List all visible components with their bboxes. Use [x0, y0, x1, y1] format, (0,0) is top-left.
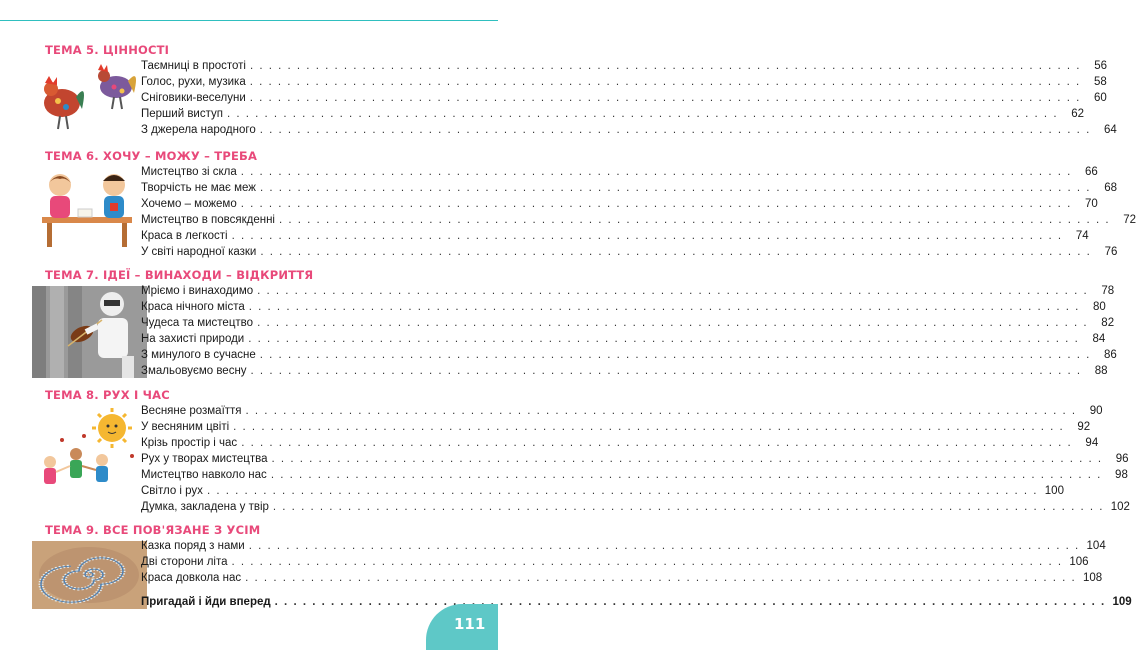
topic-8 [45, 387, 1130, 513]
toc-entry[interactable]: Мистецтво навколо нас . . . 98 [141, 467, 501, 483]
topic-5 [45, 42, 1117, 158]
topic-title: ТЕМА 5. ЦІННОСТІ [45, 43, 170, 57]
toc-entry[interactable]: Хочемо – можемо . . . 70 [141, 196, 501, 212]
topic-title: ТЕМА 9. ВСЕ ПОВ'ЯЗАНЕ З УСІМ [45, 523, 261, 537]
topic-title: ТЕМА 8. РУХ І ЧАС [45, 388, 170, 402]
topic-title: ТЕМА 7. ІДЕЇ – ВИНАХОДИ – ВІДКРИТТЯ [45, 268, 314, 282]
toc-entry[interactable]: Сніговики-веселуни . . . 60 [141, 90, 501, 106]
toc-entry-final[interactable]: Пригадай і йди вперед . . . 109 [141, 594, 501, 610]
robot-violinist-photo [32, 286, 147, 383]
toc-entry[interactable]: Змальовуємо весну . . . 88 [141, 363, 501, 379]
toc-entry[interactable]: У світі народної казки . . . 76 [141, 244, 501, 260]
toc-entry[interactable]: Таємниці в простоті . . . 56 [141, 58, 501, 74]
toc-entry[interactable]: Чудеса та мистецтво . . . 82 [141, 315, 501, 331]
toc-entry[interactable]: Крізь простір і час . . . 94 [141, 435, 501, 451]
toc-entry[interactable]: З джерела народного . . . 64 [141, 122, 501, 138]
toc-entry[interactable]: У весняним цвіті . . . 92 [141, 419, 501, 435]
toc-list [141, 538, 1132, 610]
children-drawing-illustration [32, 167, 147, 262]
toc-list [141, 58, 1117, 138]
toc-entry[interactable]: Творчість не має меж . . . 68 [141, 180, 501, 196]
toc-entry[interactable]: На захисті природи . . . 84 [141, 331, 501, 347]
topic-title: ТЕМА 6. ХОЧУ – МОЖУ – ТРЕБА [45, 149, 258, 163]
page-number: 111 [454, 615, 486, 633]
toc-entry[interactable]: Мистецтво в повсякденні . . . 72 [141, 212, 501, 228]
toc-entry[interactable]: Краса нічного міста . . . 80 [141, 299, 501, 315]
toc-entry[interactable]: Мріємо і винаходимо . . . 78 [141, 283, 501, 299]
toc-entry[interactable]: Краса довкола нас . . . 108 [141, 570, 501, 586]
toc-entry[interactable]: Рух у творах мистецтва . . . 96 [141, 451, 501, 467]
toc-entry[interactable]: Казка поряд з нами . . . 104 [141, 538, 501, 554]
toc-entry[interactable]: Мистецтво зі скла . . . 66 [141, 164, 501, 180]
roosters-illustration [32, 61, 147, 146]
topic-7 [45, 267, 1117, 383]
toc-entry[interactable]: З минулого в сучасне . . . 86 [141, 347, 501, 363]
toc-list [141, 283, 1117, 379]
topic-6 [45, 148, 1136, 264]
toc-entry[interactable]: Весняне розмаїття . . . 90 [141, 403, 501, 419]
stone-spiral-photo [32, 541, 147, 614]
toc-entry[interactable]: Перший виступ . . . 62 [141, 106, 501, 122]
toc-list [141, 403, 1130, 515]
top-rule [0, 0, 498, 21]
toc-entry[interactable]: Дві сторони літа . . . 106 [141, 554, 501, 570]
dancing-children-sun-illustration [32, 406, 147, 511]
toc-entry[interactable]: Краса в легкості . . . 74 [141, 228, 501, 244]
toc-entry[interactable]: Голос, рухи, музика . . . 58 [141, 74, 501, 90]
toc-entry[interactable]: Світло і рух . . . 100 [141, 483, 501, 499]
toc-entry[interactable]: Думка, закладена у твір . . . 102 [141, 499, 501, 515]
toc-list [141, 164, 1136, 260]
